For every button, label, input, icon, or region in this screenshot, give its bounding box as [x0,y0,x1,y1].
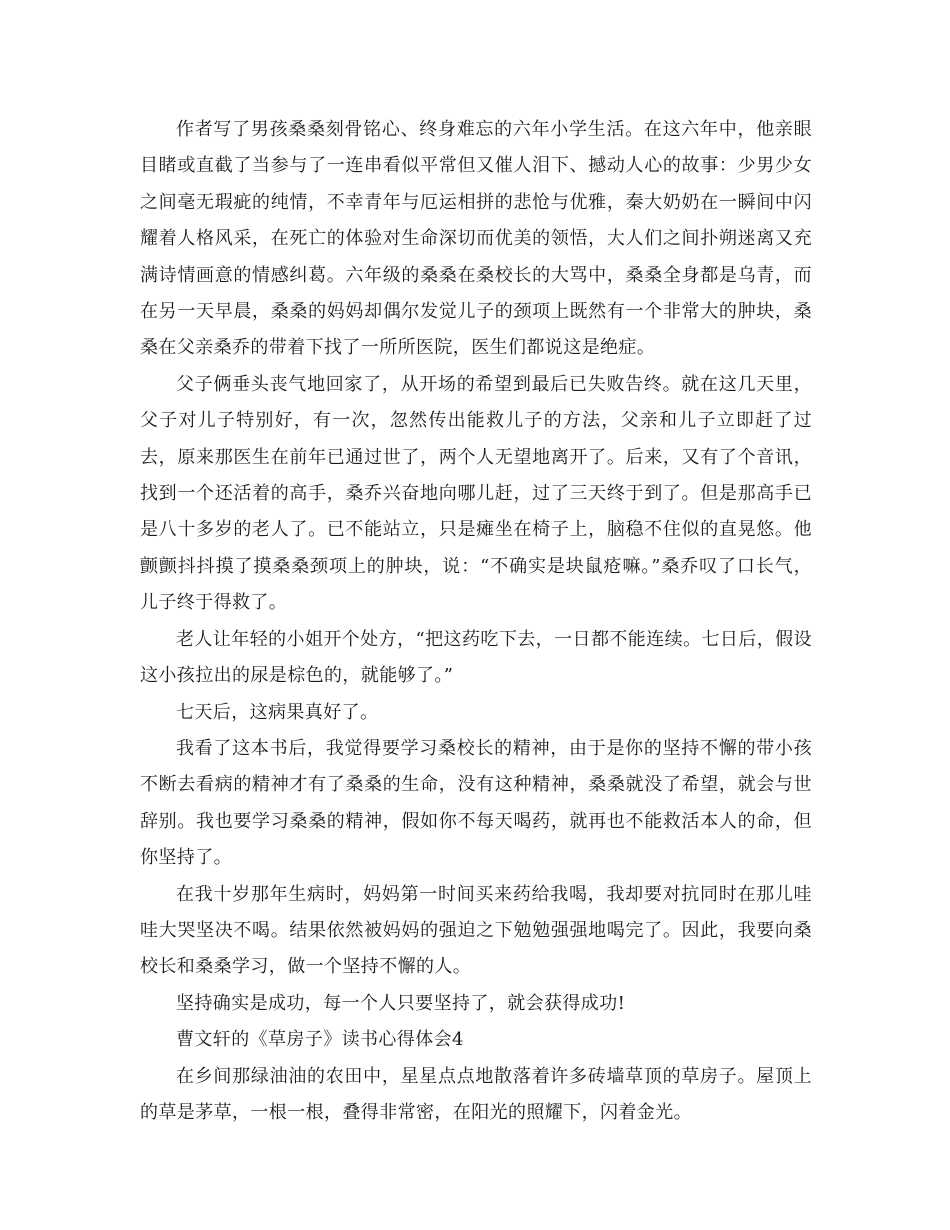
paragraph: 父子俩垂头丧气地回家了，从开场的希望到最后已失败告终。就在这几天里，父子对儿子特别好，有一次，忽然传出能救儿子的方法，父亲和儿子立即赶了过去，原来那医生在前年已通过世了，两个人无望地离开了。后来，又有了个音讯，找到一个还活着的高手，桑乔兴奋地向哪儿赶，过了三天终于到了。但是那高手已是八十多岁的老人了。已不能站立，只是瘫坐在椅子上，脑稳不住似的直晃悠。他颤颤抖抖摸了摸桑桑颈项上的肿块，说：“不确实是块鼠疮嘛。”桑乔叹了口长气，儿子终于得救了。 [140,373,812,614]
paragraph: 在我十岁那年生病时，妈妈第一时间买来药给我喝，我却要对抗同时在那儿哇哇大哭坚决不喝。结果依然被妈妈的强迫之下勉勉强强地喝完了。因此，我要向桑校长和桑桑学习，做一个坚持不懈的人。 [140,883,812,978]
paragraph: 作者写了男孩桑桑刻骨铭心、终身难忘的六年小学生活。在这六年中，他亲眼目睹或直截了当参与了一连串看似平常但又催人泪下、撼动人心的故事：少男少女之间毫无瑕疵的纯情，不幸青年与厄运相拼的悲怆与优雅，秦大奶奶在一瞬间中闪耀着人格风采，在死亡的体验对生命深切而优美的领悟，大人们之间扑朔迷离又充满诗情画意的情感纠葛。六年级的桑桑在桑校长的大骂中，桑桑全身都是乌青，而在另一天早晨，桑桑的妈妈却偶尔发觉儿子的颈项上既然有一个非常大的肿块，桑桑在父亲桑乔的带着下找了一所所医院，医生们都说这是绝症。 [140,119,812,359]
paragraph: 坚持确实是成功，每一个人只要坚持了，就会获得成功! [176,992,626,1014]
paragraph: 我看了这本书后，我觉得要学习桑校长的精神，由于是你的坚持不懈的带小孩不断去看病的精神才有了桑桑的生命，没有这种精神，桑桑就没了希望，就会与世辞别。我也要学习桑桑的精神，假如你不每天喝药，就再也不能救活本人的命，但你坚持了。 [140,737,812,869]
section-heading: 曹文轩的《草房子》读书心得体会4 [176,1029,464,1051]
paragraph: 在乡间那绿油油的农田中，星星点点地散落着许多砖墙草顶的草房子。屋顶上的草是茅草，一根一根，叠得非常密，在阳光的照耀下，闪着金光。 [140,1065,812,1123]
paragraph: 老人让年轻的小姐开个处方，“把这药吃下去，一日都不能连续。七日后，假设这小孩拉出的尿是棕色的，就能够了。” [140,628,812,687]
document-body [140,112,812,1131]
paragraph: 七天后，这病果真好了。 [176,701,379,723]
